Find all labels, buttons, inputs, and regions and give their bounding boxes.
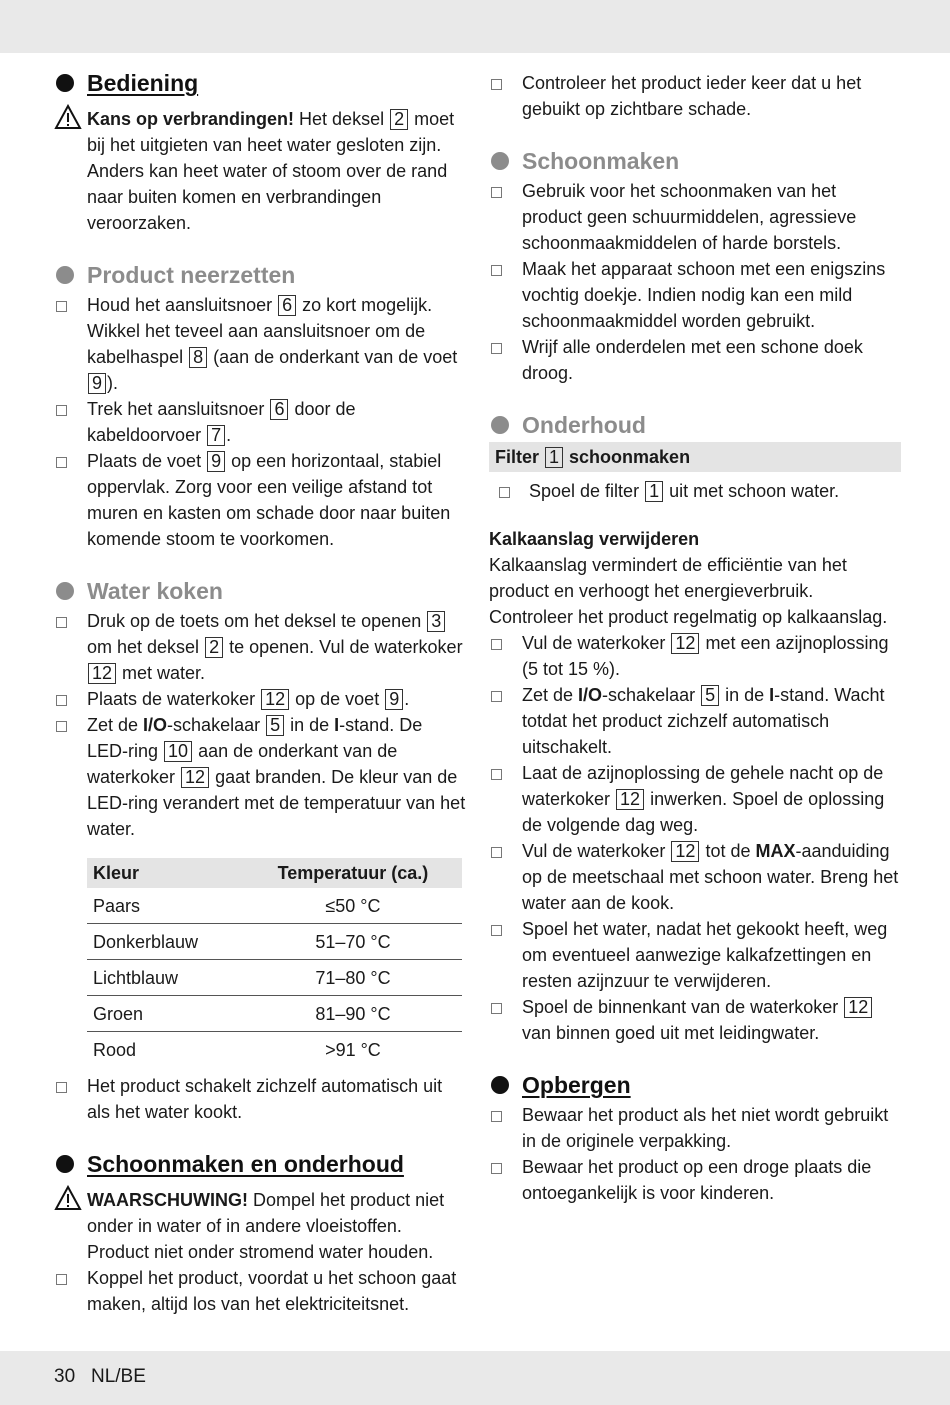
- ref-box: 7: [207, 425, 225, 446]
- checkbox-bullet-icon: [56, 721, 67, 732]
- ref-box: 12: [261, 689, 289, 710]
- list-item: Bewaar het product op een droge plaats die ontoegankelijk is voor kinderen.: [489, 1154, 901, 1206]
- bullet-dot-icon: [56, 582, 74, 600]
- bullet-dot-icon: [491, 1076, 509, 1094]
- ref-box: 2: [205, 637, 223, 658]
- list-item: Controleer het product ieder keer dat u het gebuikt op zichtbare schade.: [489, 70, 901, 122]
- list-item: Vul de waterkoker 12 met een azijnoplossing (5 tot 15 %).: [489, 630, 901, 682]
- ref-box: 3: [427, 611, 445, 632]
- ref-box: 12: [844, 997, 872, 1018]
- language-code: NL/BE: [90, 1366, 146, 1387]
- checkbox-bullet-icon: [499, 487, 510, 498]
- heading-bediening: Bediening: [54, 66, 466, 100]
- checkbox-bullet-icon: [491, 847, 502, 858]
- list-item: Wrijf alle onderdelen met een schone doek droog.: [489, 334, 901, 386]
- bullet-dot-icon: [491, 416, 509, 434]
- table-row: Paars ≤50 °C: [87, 888, 462, 924]
- led-temperature-table: [87, 858, 462, 1067]
- checkbox-bullet-icon: [56, 301, 67, 312]
- list-item: Druk op de toets om het deksel te openen 3 om het deksel 2 te openen. Vul de waterkoker 12 met water.: [54, 608, 466, 686]
- checkbox-bullet-icon: [491, 769, 502, 780]
- list-item: Plaats de waterkoker 12 op de voet 9 .: [54, 686, 466, 712]
- checkbox-bullet-icon: [491, 187, 502, 198]
- list-item: Trek het aansluitsnoer 6 door de kabeldoorvoer 7 .: [54, 396, 466, 448]
- warning-burns: Kans op verbrandingen! Het deksel 2 moet bij het uitgieten van heet water gesloten zijn. Anders kan heet water of stoom over de rand naar buiten komen en verbrandingen veroorzaken.: [54, 106, 466, 236]
- right-column: [489, 70, 901, 1206]
- table-header-temperature: Temperatuur (ca.): [244, 858, 462, 888]
- heading-product-neerzetten: Product neerzetten: [54, 258, 466, 292]
- table-row: Lichtblauw 71–80 °C: [87, 960, 462, 996]
- list-item: Spoel de binnenkant van de waterkoker 12 van binnen goed uit met leidingwater.: [489, 994, 901, 1046]
- checkbox-bullet-icon: [491, 1003, 502, 1014]
- ref-box: 9: [88, 373, 106, 394]
- checkbox-bullet-icon: [491, 343, 502, 354]
- table-row: Rood >91 °C: [93, 1039, 381, 1060]
- ref-box: 10: [164, 741, 192, 762]
- bullet-dot-icon: [491, 152, 509, 170]
- list-item: Bewaar het product als het niet wordt gebruikt in de originele verpakking.: [489, 1102, 901, 1154]
- list-item: Laat de azijnoplossing de gehele nacht op de waterkoker 12 inwerken. Spoel de oplossing de volgende dag weg.: [489, 760, 901, 838]
- ref-box: 5: [701, 685, 719, 706]
- heading-onderhoud: Onderhoud: [489, 408, 901, 442]
- list-item: Spoel het water, nadat het gekookt heeft, weg om eventueel aanwezige kalkafzettingen en resten azijnzuur te verwijderen.: [489, 916, 901, 994]
- list-item: Het product schakelt zichzelf automatisch uit als het water kookt.: [54, 1073, 466, 1125]
- list-item: Maak het apparaat schoon met een enigszins vochtig doekje. Indien nodig kan een mild schoonmaakmiddel worden gebruikt.: [489, 256, 901, 334]
- checkbox-bullet-icon: [56, 695, 67, 706]
- ref-box: 1: [545, 447, 563, 468]
- checkbox-bullet-icon: [491, 925, 502, 936]
- heading-water-koken: Water koken: [54, 574, 466, 608]
- checkbox-bullet-icon: [491, 265, 502, 276]
- subheading-kalkaanslag: Kalkaanslag verwijderen: [489, 529, 700, 549]
- checkbox-bullet-icon: [56, 1274, 67, 1285]
- ref-box: 9: [385, 689, 403, 710]
- bullet-dot-icon: [56, 266, 74, 284]
- checkbox-bullet-icon: [56, 457, 67, 468]
- heading-schoonmaken-onderhoud: Schoonmaken en onderhoud: [54, 1147, 466, 1181]
- list-item: Gebruik voor het schoonmaken van het product geen schuurmiddelen, agressieve schoonmaakmiddelen of harde borstels.: [489, 178, 901, 256]
- header-bar: [0, 0, 950, 53]
- table-row: Donkerblauw 51–70 °C: [87, 924, 462, 960]
- checkbox-bullet-icon: [491, 639, 502, 650]
- bullet-dot-icon: [56, 1155, 74, 1173]
- bullet-dot-icon: [56, 74, 74, 92]
- ref-box: 8: [189, 347, 207, 368]
- ref-box: 12: [671, 841, 699, 862]
- checkbox-bullet-icon: [491, 1163, 502, 1174]
- checkbox-bullet-icon: [491, 79, 502, 90]
- warning-submerge: WAARSCHUWING! Dompel het product niet onder in water of in andere vloeistoffen. Product niet onder stromend water houden.: [54, 1187, 466, 1265]
- warning-triangle-icon: [54, 1185, 82, 1211]
- list-item: Zet de I/O-schakelaar 5 in de I-stand. De LED-ring 10 aan de onderkant van de waterkoker 12 gaat branden. De kleur van de LED-ring verandert met de temperatuur van het water.: [54, 712, 466, 842]
- ref-box: 1: [645, 481, 663, 502]
- warning-triangle-icon: [54, 104, 82, 130]
- ref-box: 6: [278, 295, 296, 316]
- ref-box: 5: [266, 715, 284, 736]
- heading-schoonmaken: Schoonmaken: [489, 144, 901, 178]
- ref-box: 12: [616, 789, 644, 810]
- kalk-intro: Kalkaanslag vermindert de efficiëntie van het product en verhoogt het energieverbruik. Controleer het product regelmatig op kalkaanslag.: [489, 555, 888, 627]
- list-item: Koppel het product, voordat u het schoon gaat maken, altijd los van het elektriciteitsnet.: [54, 1265, 466, 1317]
- ref-box: 12: [88, 663, 116, 684]
- ref-box: 12: [671, 633, 699, 654]
- subheading-filter-schoonmaken: Filter 1 schoonmaken: [489, 442, 901, 472]
- checkbox-bullet-icon: [56, 617, 67, 628]
- list-item: Plaats de voet 9 op een horizontaal, stabiel oppervlak. Zorg voor een veilige afstand tot muren en kasten om schade door naar buiten komende stoom te voorkomen.: [54, 448, 466, 552]
- ref-box: 9: [207, 451, 225, 472]
- checkbox-bullet-icon: [56, 1082, 67, 1093]
- list-item: Vul de waterkoker 12 tot de MAX-aanduiding op de meetschaal met schoon water. Breng het water aan de kook.: [489, 838, 901, 916]
- list-item: Houd het aansluitsnoer 6 zo kort mogelijk. Wikkel het teveel aan aansluitsnoer om de kabelhaspel 8 (aan de onderkant van de voet 9 ).: [54, 292, 466, 396]
- table-row: Groen 81–90 °C: [87, 996, 462, 1032]
- ref-box: 12: [181, 767, 209, 788]
- checkbox-bullet-icon: [491, 1111, 502, 1122]
- checkbox-bullet-icon: [56, 405, 67, 416]
- list-item: Spoel de filter 1 uit met schoon water.: [489, 478, 901, 504]
- heading-opbergen: Opbergen: [489, 1068, 901, 1102]
- ref-box: 6: [270, 399, 288, 420]
- list-item: Zet de I/O-schakelaar 5 in de I-stand. Wacht totdat het product zichzelf automatisch uitschakelt.: [489, 682, 901, 760]
- page-number: 30: [54, 1366, 76, 1387]
- table-header-color: Kleur: [87, 858, 244, 888]
- checkbox-bullet-icon: [491, 691, 502, 702]
- ref-box: 2: [390, 109, 408, 130]
- page-footer: [54, 1366, 146, 1388]
- left-column: [54, 66, 466, 1317]
